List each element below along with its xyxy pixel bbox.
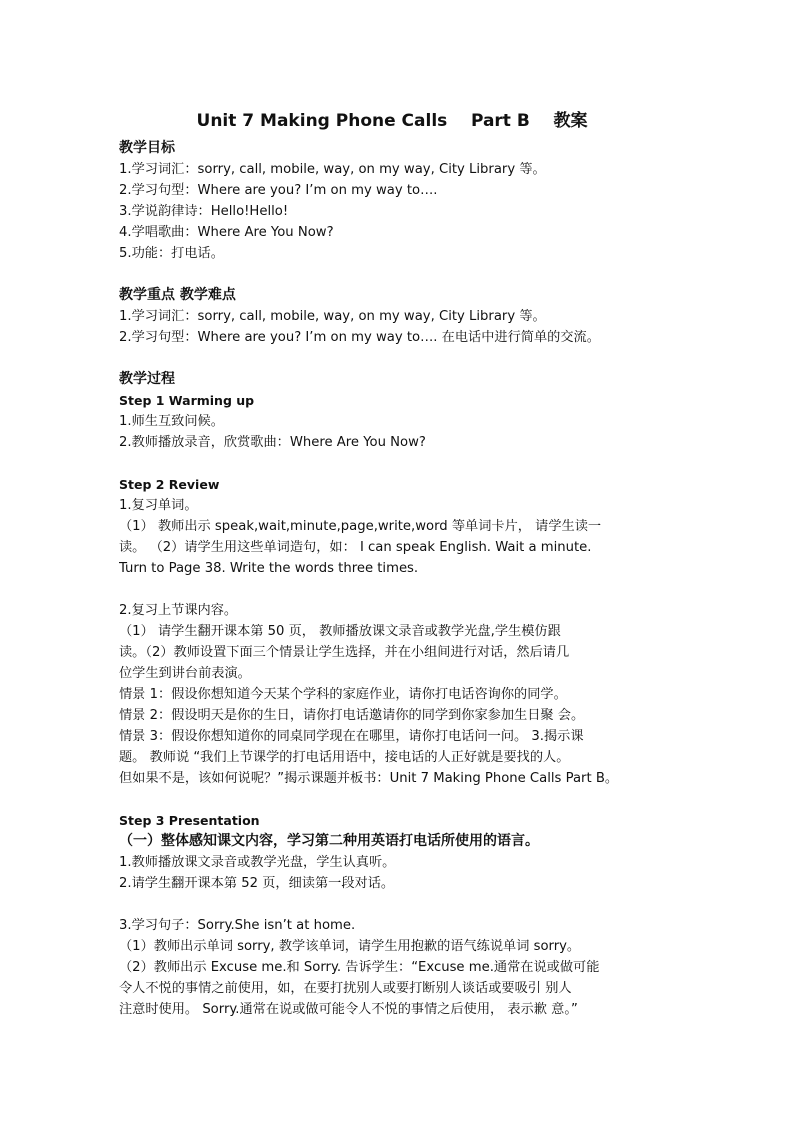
step1-heading: Step 1 Warming up [119, 393, 255, 408]
objective-item: 3.学说韵律诗：Hello!Hello! [119, 204, 289, 219]
step2-line: Turn to Page 38. Write the words three times. [119, 561, 419, 576]
step3-line: 3.学习句子：Sorry.She isn’t at home. [119, 918, 356, 933]
step2-line: 情景 3：假设你想知道你的同桌同学现在在哪里，请你打电话问一问。 3.揭示课 [119, 729, 584, 744]
objectives-heading: 教学目标 [119, 140, 175, 156]
step2-line: 位学生到讲台前表演。 [119, 666, 251, 681]
step1-line: 2.教师播放录音，欣赏歌曲：Where Are You Now? [119, 435, 426, 450]
step2-line: 读。（2）教师设置下面三个情景让学生选择，并在小组间进行对话，然后请几 [119, 645, 570, 660]
step2-line: 情景 1：假设你想知道今天某个学科的家庭作业，请你打电话咨询你的同学。 [119, 687, 567, 702]
objective-item: 5.功能：打电话。 [119, 246, 224, 261]
step2-line: 但如果不是，该如何说呢？”揭示课题并板书：Unit 7 Making Phone Calls Part B。 [119, 771, 619, 786]
step1-line: 1.师生互致问候。 [119, 414, 224, 429]
objective-item: 1.学习词汇：sorry, call, mobile, way, on my way, City Library 等。 [119, 162, 546, 177]
key-point-item: 2.学习句型：Where are you? I’m on my way to…. 在电话中进行简单的交流。 [119, 330, 600, 345]
step3-heading: Step 3 Presentation [119, 813, 260, 828]
step2-line: 情景 2：假设明天是你的生日，请你打电话邀请你的同学到你家参加生日聚 会。 [119, 708, 585, 723]
step3-subheading: （一）整体感知课文内容，学习第二种用英语打电话所使用的语言。 [119, 833, 539, 849]
objective-item: 4.学唱歌曲：Where Are You Now? [119, 225, 334, 240]
document-title: Unit 7 Making Phone Calls Part B 教案 [196, 111, 588, 131]
objective-item: 2.学习句型：Where are you? I’m on my way to…. [119, 183, 438, 198]
step3-line: （1）教师出示单词 sorry, 教学该单词，请学生用抱歉的语气练说单词 sorry。 [119, 939, 581, 954]
step2-line: 1.复习单词。 [119, 498, 198, 513]
step2-line: 2.复习上节课内容。 [119, 603, 238, 618]
step2-line: 读。 （2）请学生用这些单词造句，如： I can speak English. Wait a minute. [119, 540, 592, 555]
step3-line: 1.教师播放课文录音或教学光盘，学生认真听。 [119, 855, 396, 870]
process-heading: 教学过程 [119, 371, 175, 387]
step2-line: （1） 请学生翻开课本第 50 页， 教师播放课文录音或教学光盘,学生模仿跟 [119, 624, 561, 639]
document-body [119, 138, 675, 1020]
key-points-heading: 教学重点 教学难点 [119, 287, 236, 303]
step2-line: 题。 教师说 “我们上节课学的打电话用语中，接电话的人正好就是要找的人。 [119, 750, 570, 765]
step2-heading: Step 2 Review [119, 477, 220, 492]
step3-line: 令人不悦的事情之前使用，如，在要打扰别人或要打断别人谈话或要吸引 别人 [119, 981, 572, 996]
step2-line: （1） 教师出示 speak,wait,minute,page,write,word 等单词卡片， 请学生读一 [119, 519, 602, 534]
key-point-item: 1.学习词汇：sorry, call, mobile, way, on my way, City Library 等。 [119, 309, 546, 324]
step3-line: （2）教师出示 Excuse me.和 Sorry. 告诉学生：“Excuse me.通常在说或做可能 [119, 960, 600, 975]
step3-line: 注意时使用。 Sorry.通常在说或做可能令人不悦的事情之后使用， 表示歉 意。” [119, 1002, 578, 1017]
step3-line: 2.请学生翻开课本第 52 页，细读第一段对话。 [119, 876, 395, 891]
